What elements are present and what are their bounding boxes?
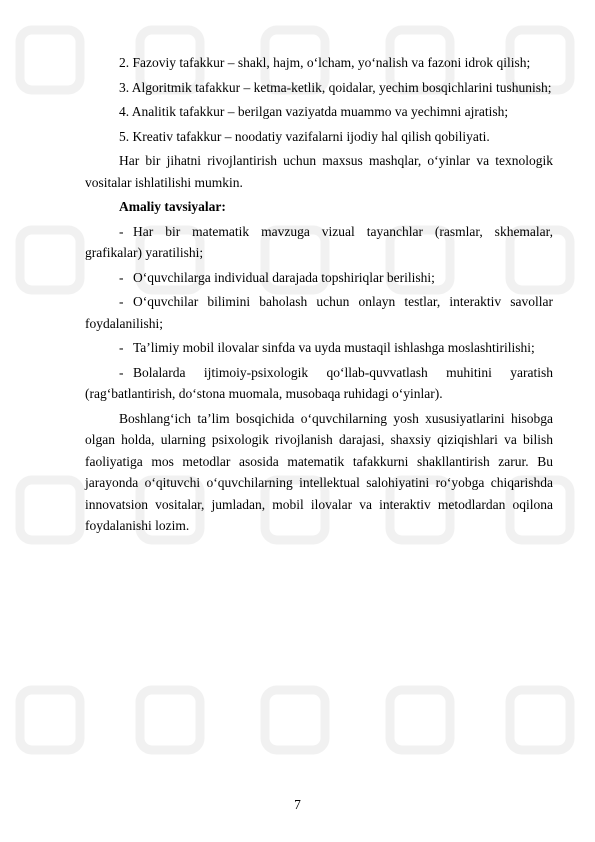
numbered-item: 2. Fazoviy tafakkur – shakl, hajm, o‘lcham, yo‘nalish va fazoni idrok qilish; (119, 55, 531, 70)
recommendation-item (85, 221, 553, 264)
recommendation-item (85, 267, 553, 289)
document-page (85, 52, 553, 540)
numbered-item: 5. Kreativ tafakkur – noodatiy vazifalarni ijodiy hal qilish qobiliyati. (119, 128, 490, 144)
recommendation-text: O‘quvchilarga individual darajada topshiriqlar berilishi; (133, 269, 435, 285)
conclusion-paragraph: Boshlang‘ich ta’lim bosqichida o‘quvchilarning yosh xususiyatlarini hisobga olgan holda, ularning psixologik rivojlanish darajasi, shaxsiy qiziqishlari va bilish faoliyatiga mos metodlar asosida matematik tafakkurni shakllantirish zarur. Bu jarayonda o‘qituvchi o‘quvchilarning intellektual salohiyatini ro‘yobga chiqarishda innovatsion vositalar, jumladan, mobil ilovalar va interaktiv metodlardan oqilona foydalanishi lozim. (85, 410, 553, 533)
recommendation-item (85, 362, 553, 405)
bullet-dash: - (119, 294, 124, 309)
bullet-dash: - (119, 223, 124, 239)
intro-paragraph: Har bir jihatni rivojlantirish uchun maxsus mashqlar, o‘yinlar va texnologik vositalar ishlatilishi mumkin. (85, 153, 553, 190)
recommendation-item (85, 337, 553, 359)
recommendation-text: Ta’limiy mobil ilovalar sinfda va uyda mustaqil ishlashga moslashtirilishi; (133, 340, 535, 355)
recommendations-heading: Amaliy tavsiyalar: (119, 199, 226, 214)
numbered-item: 3. Algoritmik tafakkur – ketma-ketlik, qoidalar, yechim bosqichlarini tushunish; (119, 79, 552, 95)
bullet-dash: - (119, 340, 124, 355)
recommendation-text: O‘quvchilar bilimini baholash uchun onlayn testlar, interaktiv savollar foydalanilishi; (85, 294, 553, 331)
bullet-dash: - (119, 269, 124, 285)
recommendation-text: Bolalarda ijtimoiy-psixologik qo‘llab-quvvatlash muhitini yaratish (rag‘batlantirish, do‘stona muomala, musobaqa ruhidagi o‘yinlar). (85, 364, 553, 401)
bullet-dash: - (119, 364, 124, 380)
recommendation-text: Har bir matematik mavzuga vizual tayanchlar (rasmlar, skhemalar, grafikalar) yaratilishi; (85, 223, 553, 260)
numbered-item: 4. Analitik tafakkur – berilgan vaziyatda muammo va yechimni ajratish; (119, 104, 509, 119)
recommendation-item (85, 291, 553, 334)
page-number: 7 (294, 797, 301, 812)
